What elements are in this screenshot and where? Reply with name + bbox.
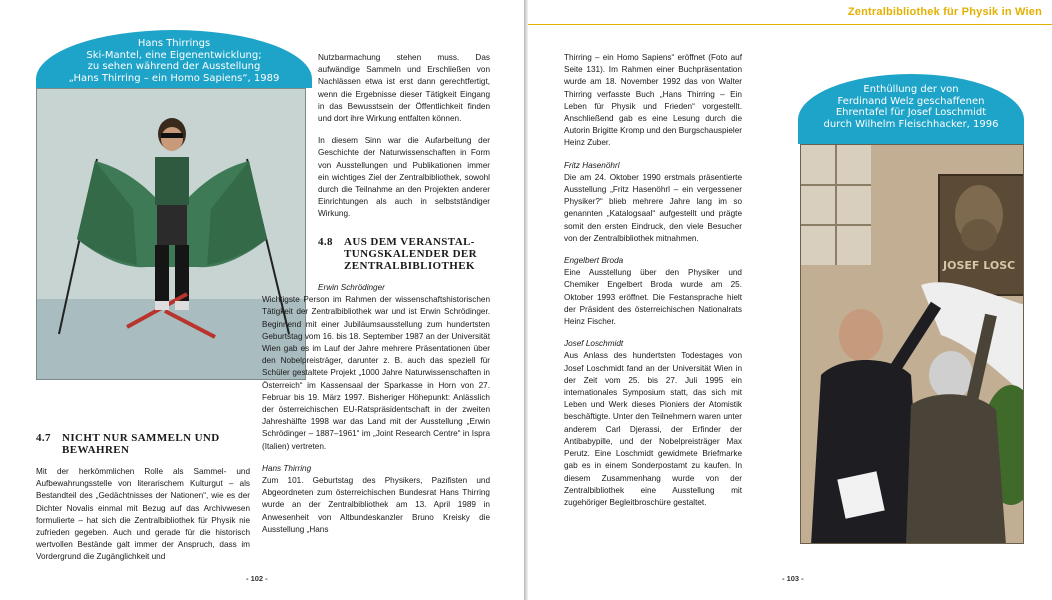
page-number-left: - 102 -	[246, 574, 268, 583]
paragraph: Thirring – ein Homo Sapiens“ eröffnet (Foto auf Seite 131). Im Rahmen einer Buchpräsentation wurde am 18. November 1992 das von Walter Thirring verfasste Buch „Hans Thirring – Ein Leben für Physik und Frieden“ vorgestellt. Anschließend gab es eine Lesung durch die Autorin Brigitte Kromp und den Burgschauspieler Heinz Zuber.	[564, 53, 742, 148]
subheading-thirring: Hans Thirring	[262, 463, 312, 473]
section-4-7-heading	[36, 432, 246, 456]
left-page	[0, 0, 524, 600]
section-4-8-heading	[318, 236, 498, 272]
left-page-right-column	[318, 52, 490, 231]
paragraph: Die am 24. Oktober 1990 erstmals präsentierte Ausstellung „Fritz Hasenöhrl – ein vergessener Physiker?“ blieb mehrere Jahre lang im so genannten „Katalogsaal“ aufgestellt und prägte somit den ersten Eindruck, den viele Besucher von der Zentralbibliothek mitnahmen.	[564, 172, 742, 243]
caption-line: Enthüllung der von	[863, 84, 959, 95]
plaque-unveiling-illustration	[801, 145, 1024, 544]
section-number: 4.7	[36, 432, 51, 444]
section-title-line: ZENTRALBIBLIOTHEK	[344, 260, 475, 272]
right-page	[528, 0, 1052, 600]
caption-line: „Hans Thirring – ein Homo Sapiens“, 1989	[68, 72, 280, 84]
running-title: Zentralbibliothek für Physik in Wien	[847, 6, 1042, 18]
section-title-line: AUS DEM VERANSTAL-	[344, 236, 475, 248]
subheading-broda: Engelbert Broda	[564, 256, 624, 266]
paragraph: Mit der herkömmlichen Rolle als Sammel- und Aufbewahrungsstelle von literarischem Kulturgut – als Bestandteil des „Gedächtnisses der Nationen“, wie es der Dichter Novalis einmal mit Bezug auf das Archivwesen formulierte – hat sich die Zentralbibliothek für Physik nie zufrieden gegeben. Auch und gerade für die historisch wertvollen Bestände galt immer der Anspruch, dass im Vordergrund die Zugänglichkeit und	[36, 467, 250, 562]
section-number: 4.8	[318, 236, 333, 248]
paragraph: Zum 101. Geburtstag des Physikers, Pazifisten und Abgeordneten zum österreichischen Bundesrat Hans Thirring wurde an der Zentralbibliothek am 13. April 1989 in Anwesenheit von Altbundeskanzler Bruno Kreisky die Ausstellung „Hans	[262, 476, 490, 534]
right-page-column	[564, 52, 742, 519]
plaque-unveiling-photo	[800, 144, 1024, 544]
page-number-right: - 103 -	[782, 574, 804, 583]
subheading-loschmidt: Josef Loschmidt	[564, 339, 624, 349]
left-page-left-column	[36, 466, 250, 574]
section-title-line: TUNGSKALENDER DER	[344, 248, 478, 260]
caption-line: Ferdinand Welz geschaffenen	[837, 95, 985, 107]
caption-line: Ski-Mantel, eine Eigenentwicklung;	[86, 49, 262, 61]
caption-line: Hans Thirrings	[137, 38, 211, 49]
header-rule	[528, 24, 1052, 25]
paragraph: Aus Anlass des hundertsten Todestages von Josef Loschmidt fand an der Universität Wien in der Zeit vom 25. bis 27. Juli 1995 ein internationales Symposium statt, das sich mit Leben und Werk dieses Pioniers der Atomistik beschäftigte. Unter den Teilnehmern waren unter anderem Carl Djerassi, der Erfinder der Antibabypille, und der Nobelpreisträger Max Perutz. Eine Loschmidt gewidmete Briefmarke gab es in einem Sonderpostamt zu kaufen. In diesem Zusammenhang wurde von der Zentralbibliothek eine Ausstellung mit zugehöriger Begleitbroschüre gestaltet.	[564, 351, 742, 507]
plaque-photo-caption	[798, 74, 1024, 144]
left-page-events-column	[262, 282, 490, 546]
subheading-schroedinger: Erwin Schrödinger	[318, 283, 385, 292]
paragraph: In diesem Sinn war die Aufarbeitung der Geschichte der Naturwissenschaften in Form von Ausstellungen und Publikationen immer ein wichtiges Ziel der Zentralbibliothek, sowohl durch die Teilnahme an den Projekten anderer Einrichtungen als auch in selbstständiger Wirkung.	[318, 136, 490, 219]
caption-line: durch Wilhelm Fleischhacker, 1996	[823, 118, 999, 130]
paragraph: Nutzbarmachung stehen muss. Das aufwändige Sammeln und Erschließen von Nachlässen etwa ist erst dann gerechtfertigt, wenn die Ergebnisse dieser Tätigkeit Eingang in das Bewusstsein der Öffentlichkeit finden und dort ihre Wirkung entfalten können.	[318, 53, 490, 124]
section-title-line: NICHT NUR SAMMELN UND	[62, 432, 220, 444]
ski-photo-caption	[36, 30, 312, 88]
section-title-line: BEWAHREN	[62, 444, 130, 456]
plaque-inscription: JOSEF LOSC	[943, 259, 1016, 272]
subheading-hasenoehrl: Fritz Hasenöhrl	[564, 160, 620, 170]
paragraph	[262, 294, 490, 453]
caption-line: Ehrentafel für Josef Loschmidt	[835, 107, 987, 118]
schroedinger-text: Wichtigste Person im Rahmen der wissenschaftshistorischen Tätigkeit der Zentralbibliothek war und ist Erwin Schrödinger. Beginnend mit einer Jubiläumsausstellung zum hundertsten Geburtstag vom 16. bis 18. September 1987 an der Universität Wien gab es im Lauf der Jahre mehrere Präsentationen über den Nobelpreisträger, darunter z. B. auch das speziell für Schüler gestaltete Projekt „1000 Jahre Naturwissenschaften in Österreich“ im Kassensaal der Sparkasse in Horn von 27. Februar bis 19. März 1997. Bisheriger Höhepunkt: Anlässlich der österreichischen EU-Ratspräsidentschaft in der zweiten Jahreshälfte 1998 war das Land mit der Ausstellung „Erwin Schrödinger – 1887–1961“ im „Joint Research Centre“ in Ispra (Italien) vertreten.	[262, 295, 490, 451]
paragraph: Eine Ausstellung über den Physiker und Chemiker Engelbert Broda wurde am 25. Oktober 1993 eröffnet. Die Festansprache hielt der Präsident des österreichischen Nationalrats Heinz Fischer.	[564, 268, 742, 327]
caption-line: zu sehen während der Ausstellung	[87, 61, 261, 72]
